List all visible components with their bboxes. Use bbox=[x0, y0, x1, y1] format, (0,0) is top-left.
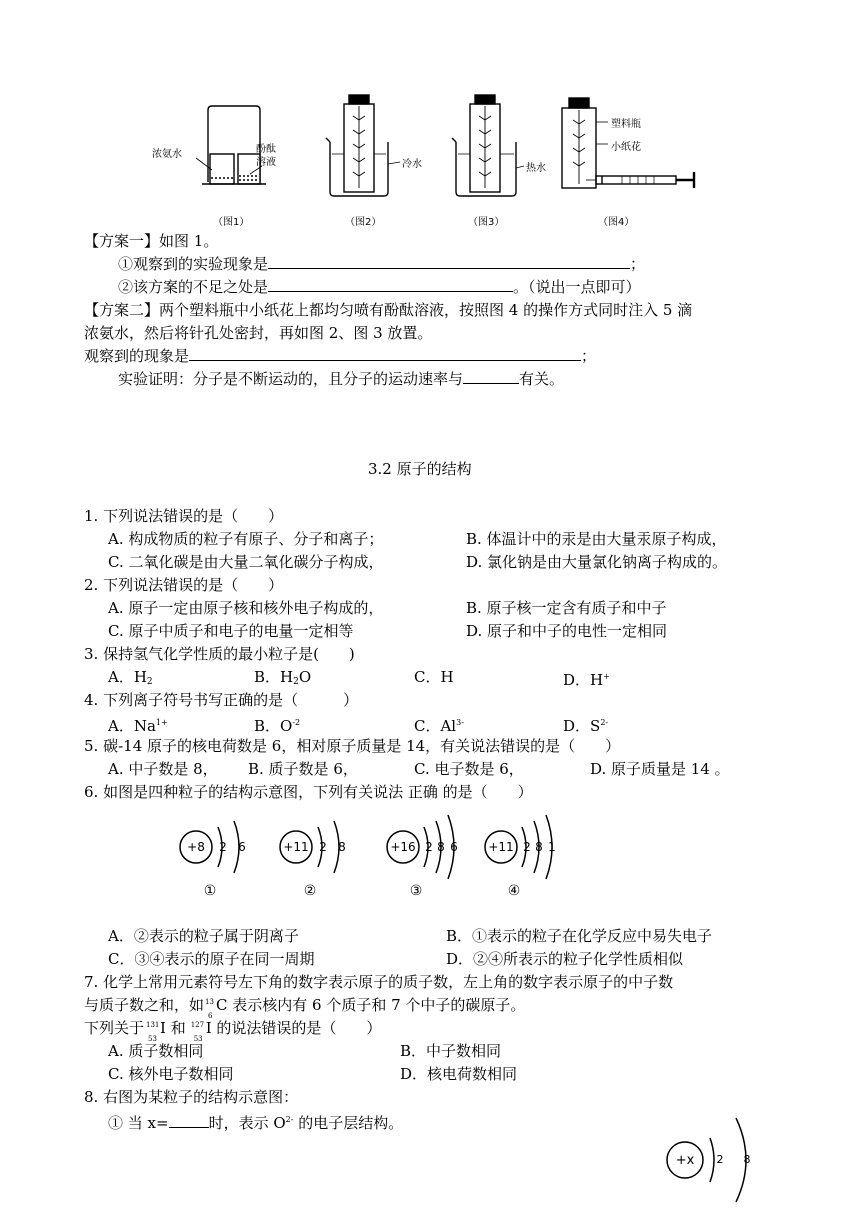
plan1-question-1: ①观察到的实验现象是 ； bbox=[118, 255, 646, 273]
q5-option-b: B. 质子数是 6， bbox=[248, 760, 358, 778]
q6-d1-shell-1: 2 bbox=[219, 840, 227, 854]
q6-d3-label: ③ bbox=[409, 883, 423, 899]
q6-option-c: C．③④表示的原子在同一周期 bbox=[108, 950, 315, 968]
q3-option-d: D．H+ bbox=[563, 671, 610, 689]
q7-line-3: 下列关于 131 53 I 和 127 53 I 的说法错误的是（ ） bbox=[84, 1019, 382, 1043]
experiment-figures bbox=[150, 92, 710, 232]
answer-blank[interactable] bbox=[463, 368, 519, 384]
fig3-label-hot-water: 热水 bbox=[526, 163, 546, 174]
answer-blank[interactable] bbox=[268, 253, 630, 269]
q7-option-a: A. 质子数相同 bbox=[108, 1042, 204, 1060]
q5-stem: 5. 碳-14 原子的核电荷数是 6，相对原子质量是 14，有关说法错误的是（ ） bbox=[84, 737, 621, 755]
fig4-caption: （图4） bbox=[598, 217, 635, 228]
q6-d4-nucleus: +11 bbox=[488, 840, 514, 854]
q6-option-b: B．①表示的粒子在化学反应中易失电子 bbox=[446, 927, 713, 945]
q8-nucleus: +x bbox=[675, 1153, 695, 1168]
q7-option-b: B．中子数相同 bbox=[400, 1042, 502, 1060]
q4-option-c: C．$Al^{3-}$ bbox=[414, 717, 464, 735]
fig1-label-phenolphthalein: 酚酞 bbox=[256, 144, 276, 155]
plan2-text-2: 浓氨水，然后将针孔处密封，再如图 2、图 3 放置。 bbox=[84, 324, 433, 342]
q8-shell-2: 8 bbox=[743, 1153, 751, 1166]
q1-option-b: B. 体温计中的汞是由大量汞原子构成， bbox=[466, 530, 727, 548]
q3-option-a: A．$H_2$ bbox=[108, 668, 153, 687]
plan1-question-2: ②该方案的不足之处是 。（说出一点即可） bbox=[118, 278, 641, 296]
q5-option-c: C. 电子数是 6， bbox=[414, 760, 524, 778]
q1-option-c: C. 二氧化碳是由大量二氧化碳分子构成， bbox=[108, 553, 384, 571]
q6-option-a: A．②表示的粒子属于阴离子 bbox=[108, 927, 299, 945]
q3-option-c: C．H bbox=[414, 668, 454, 686]
q7-option-d: D．核电荷数相同 bbox=[400, 1065, 518, 1083]
q6-stem: 6. 如图是四种粒子的结构示意图，下列有关说法 正确 的是（ ） bbox=[84, 783, 533, 801]
q8-shell-1: 2 bbox=[716, 1153, 724, 1166]
q6-d3-shell-2: 8 bbox=[437, 840, 445, 854]
q8-sub-question-1: ① 当 x= 时，表示 $O^{2-}$ 的电子层结构。 bbox=[108, 1114, 404, 1132]
plan2-proof: 实验证明：分子是不断运动的，且分子的运动速率与 有关。 bbox=[118, 370, 565, 388]
q7-line-2: 与质子数之和，如 13 6 C 表示核内有 6 个质子和 7 个中子的碳原子。 bbox=[84, 996, 526, 1020]
plan2-observation: 观察到的现象是 ； bbox=[84, 347, 597, 365]
answer-blank[interactable] bbox=[268, 276, 513, 292]
q6-d3-nucleus: +16 bbox=[390, 840, 416, 854]
q4-option-a: A．$Na^{1+}$ bbox=[108, 717, 168, 735]
fig1-caption: （图1） bbox=[213, 217, 250, 228]
q6-d1-nucleus: +8 bbox=[187, 840, 205, 854]
q5-option-a: A. 中子数是 8， bbox=[108, 760, 218, 778]
q6-option-d: D．②④所表示的粒子化学性质相似 bbox=[446, 950, 684, 968]
plan1-intro: 【方案一】如图 1。 bbox=[84, 232, 219, 250]
q1-stem: 1. 下列说法错误的是（ ） bbox=[84, 507, 284, 525]
q6-d3-shell-3: 6 bbox=[450, 840, 458, 854]
q1-option-a: A. 构成物质的粒子有原子、分子和离子； bbox=[108, 530, 384, 548]
q4-stem: 4. 下列离子符号书写正确的是（ ） bbox=[84, 691, 359, 709]
section-title: 3.2 原子的结构 bbox=[368, 460, 472, 478]
q7-option-c: C. 核外电子数相同 bbox=[108, 1065, 234, 1083]
q4-option-d: D．$S^{2-}$ bbox=[563, 717, 609, 735]
figure-2-drawing bbox=[326, 95, 400, 196]
q5-option-d: D. 原子质量是 14 。 bbox=[590, 760, 730, 778]
q6-d2-shell-1: 2 bbox=[319, 840, 327, 854]
q2-option-a: A. 原子一定由原子核和核外电子构成的， bbox=[108, 599, 384, 617]
fig1-label-ammonia: 浓氨水 bbox=[152, 149, 182, 160]
answer-blank[interactable] bbox=[169, 1112, 209, 1128]
q6-d3-shell-1: 2 bbox=[425, 840, 433, 854]
q6-d4-shell-3: 1 bbox=[548, 840, 556, 854]
q6-d4-label: ④ bbox=[507, 883, 521, 899]
q6-d2-nucleus: +11 bbox=[283, 840, 309, 854]
q8-stem: 8. 右图为某粒子的结构示意图： bbox=[84, 1088, 299, 1106]
q6-d2-label: ② bbox=[303, 883, 317, 899]
q6-structure-diagrams bbox=[170, 805, 570, 900]
plan2-text-1: 【方案二】两个塑料瓶中小纸花上都均匀喷有酚酞溶液，按照图 4 的操作方式同时注入 5 滴 bbox=[84, 301, 693, 319]
q6-d1-shell-2: 6 bbox=[238, 840, 246, 854]
q6-d4-shell-2: 8 bbox=[535, 840, 543, 854]
fig2-caption: （图2） bbox=[345, 217, 382, 228]
q2-option-b: B. 原子核一定含有质子和中子 bbox=[466, 599, 667, 617]
q4-option-b: B．$O^{-2}$ bbox=[254, 717, 301, 735]
q6-d2-shell-2: 8 bbox=[338, 840, 346, 854]
q3-option-b: B．$H_2O$ bbox=[254, 668, 312, 687]
fig2-label-cold-water: 冷水 bbox=[402, 159, 422, 170]
q7-line-1: 7. 化学上常用元素符号左下角的数字表示原子的质子数，左上角的数字表示原子的中子数 bbox=[84, 973, 674, 991]
q2-option-c: C. 原子中质子和电子的电量一定相等 bbox=[108, 622, 354, 640]
q8-structure-diagram bbox=[660, 1110, 760, 1210]
q6-d4-shell-1: 2 bbox=[523, 840, 531, 854]
fig1-label-solution: 溶液 bbox=[256, 157, 276, 168]
q2-option-d: D. 原子和中子的电性一定相同 bbox=[466, 622, 668, 640]
q2-stem: 2. 下列说法错误的是（ ） bbox=[84, 576, 284, 594]
q6-d1-label: ① bbox=[203, 883, 217, 899]
q1-option-d: D. 氯化钠是由大量氯化钠离子构成的。 bbox=[466, 553, 728, 571]
answer-blank[interactable] bbox=[189, 345, 581, 361]
figure-3-drawing bbox=[452, 95, 524, 196]
fig3-caption: （图3） bbox=[468, 217, 505, 228]
fig4-label-paper-flower: 小纸花 bbox=[611, 142, 641, 153]
q3-stem: 3. 保持氢气化学性质的最小粒子是( ) bbox=[84, 645, 355, 663]
fig4-label-plastic-bottle: 塑料瓶 bbox=[611, 119, 641, 130]
